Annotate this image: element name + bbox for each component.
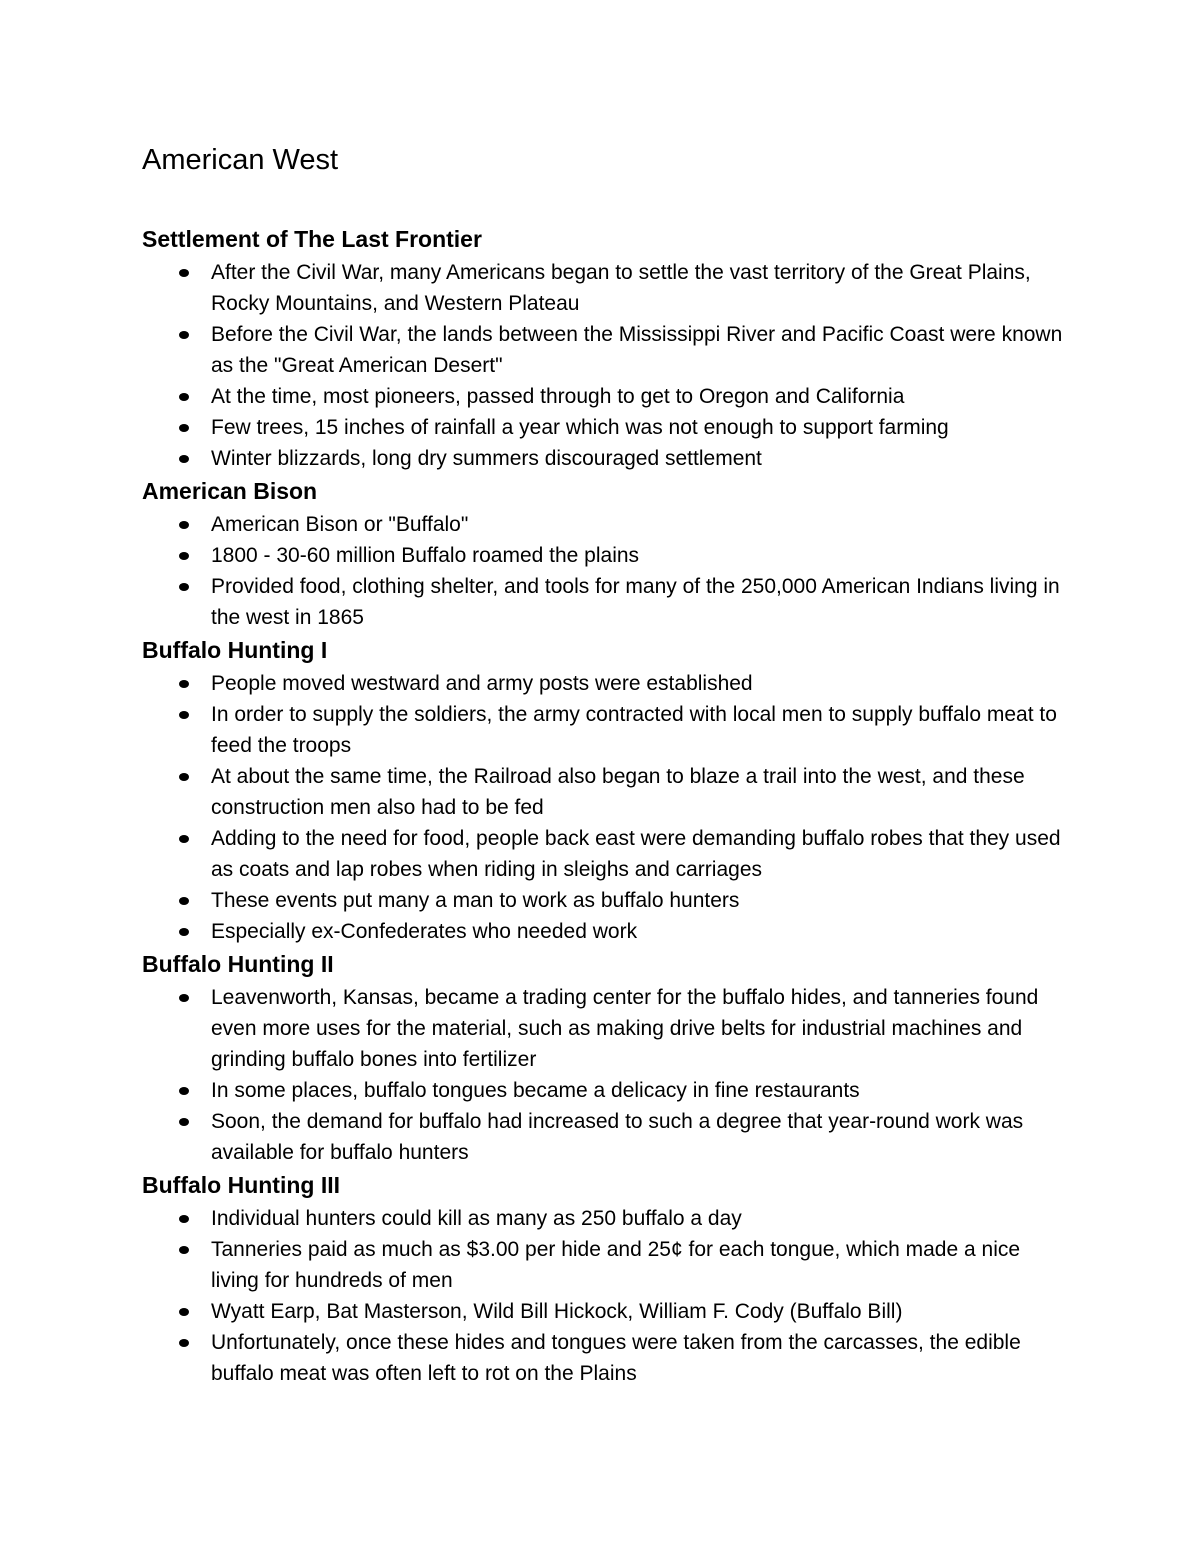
document-title: American West <box>142 144 339 176</box>
bullet-icon <box>179 1215 189 1223</box>
bullet-icon <box>179 1087 189 1095</box>
list-item-text: Soon, the demand for buffalo had increased to such a degree that year-round work was available for buffalo hunters <box>211 1110 1024 1164</box>
list-item-text: Individual hunters could kill as many as 250 buffalo a day <box>211 1207 742 1230</box>
bullet-icon <box>179 1308 189 1316</box>
list-item <box>142 1106 1072 1168</box>
bullet-icon <box>179 835 189 843</box>
list-item <box>142 412 1072 443</box>
bullet-icon <box>179 331 189 339</box>
list-item-text: Leavenworth, Kansas, became a trading center for the buffalo hides, and tanneries found even more uses for the material, such as making drive belts for industrial machines and grinding buffalo bones into fertilizer <box>211 986 1039 1071</box>
list-item <box>142 1234 1072 1296</box>
bullet-icon <box>179 1118 189 1126</box>
list-item-text: Tanneries paid as much as $3.00 per hide and 25¢ for each tongue, which made a nice living for hundreds of men <box>211 1238 1021 1292</box>
bullet-icon <box>179 393 189 401</box>
bullet-icon <box>179 928 189 936</box>
list-item-text: Provided food, clothing shelter, and tools for many of the 250,000 American Indians living in the west in 1865 <box>211 575 1060 629</box>
list-item-text: American Bison or "Buffalo" <box>211 513 469 536</box>
bullet-icon <box>179 773 189 781</box>
document-page <box>142 140 1072 1391</box>
section-heading: Buffalo Hunting III <box>142 1172 341 1198</box>
bullet-icon <box>179 424 189 432</box>
section-american-bison <box>142 476 1072 633</box>
list-item-text: Unfortunately, once these hides and tongues were taken from the carcasses, the edible buffalo meat was often left to rot on the Plains <box>211 1331 1021 1385</box>
bullet-list <box>142 668 1072 947</box>
list-item <box>142 443 1072 474</box>
bullet-list <box>142 509 1072 633</box>
bullet-icon <box>179 994 189 1002</box>
list-item <box>142 1327 1072 1389</box>
list-item <box>142 1203 1072 1234</box>
bullet-icon <box>179 583 189 591</box>
list-item-text: After the Civil War, many Americans began to settle the vast territory of the Great Plains, Rocky Mountains, and Western Plateau <box>211 261 1031 315</box>
bullet-icon <box>179 680 189 688</box>
list-item <box>142 982 1072 1075</box>
list-item <box>142 668 1072 699</box>
list-item <box>142 1075 1072 1106</box>
list-item <box>142 761 1072 823</box>
list-item-text: In order to supply the soldiers, the army contracted with local men to supply buffalo meat to feed the troops <box>211 703 1057 757</box>
list-item <box>142 571 1072 633</box>
list-item <box>142 509 1072 540</box>
list-item-text: Especially ex-Confederates who needed work <box>211 920 638 943</box>
list-item <box>142 885 1072 916</box>
list-item-text: People moved westward and army posts were established <box>211 672 753 695</box>
list-item <box>142 823 1072 885</box>
section-settlement <box>142 224 1072 474</box>
bullet-icon <box>179 711 189 719</box>
list-item <box>142 699 1072 761</box>
section-buffalo-hunting-2 <box>142 949 1072 1168</box>
list-item-text: These events put many a man to work as buffalo hunters <box>211 889 740 912</box>
section-heading: Buffalo Hunting II <box>142 951 334 977</box>
section-buffalo-hunting-3 <box>142 1170 1072 1389</box>
list-item <box>142 257 1072 319</box>
list-item-text: Before the Civil War, the lands between the Mississippi River and Pacific Coast were known as the "Great American Desert" <box>211 323 1063 377</box>
list-item <box>142 1296 1072 1327</box>
bullet-icon <box>179 897 189 905</box>
list-item <box>142 319 1072 381</box>
list-item <box>142 381 1072 412</box>
list-item-text: Few trees, 15 inches of rainfall a year which was not enough to support farming <box>211 416 949 439</box>
bullet-icon <box>179 455 189 463</box>
section-heading: American Bison <box>142 478 318 504</box>
bullet-icon <box>179 521 189 529</box>
list-item-text: Adding to the need for food, people back east were demanding buffalo robes that they used as coats and lap robes when riding in sleighs and carriages <box>211 827 1061 881</box>
bullet-list <box>142 982 1072 1168</box>
list-item-text: Wyatt Earp, Bat Masterson, Wild Bill Hickock, William F. Cody (Buffalo Bill) <box>211 1300 903 1323</box>
list-item-text: At the time, most pioneers, passed through to get to Oregon and California <box>211 385 905 408</box>
section-heading: Settlement of The Last Frontier <box>142 226 482 252</box>
list-item-text: In some places, buffalo tongues became a delicacy in fine restaurants <box>211 1079 860 1102</box>
list-item-text: 1800 - 30-60 million Buffalo roamed the plains <box>211 544 640 567</box>
bullet-icon <box>179 1339 189 1347</box>
bullet-icon <box>179 269 189 277</box>
bullet-list <box>142 1203 1072 1389</box>
list-item <box>142 916 1072 947</box>
list-item-text: Winter blizzards, long dry summers discouraged settlement <box>211 447 762 470</box>
bullet-icon <box>179 552 189 560</box>
list-item-text: At about the same time, the Railroad also began to blaze a trail into the west, and these construction men also had to be fed <box>211 765 1025 819</box>
bullet-list <box>142 257 1072 474</box>
section-buffalo-hunting-1 <box>142 635 1072 947</box>
list-item <box>142 540 1072 571</box>
bullet-icon <box>179 1246 189 1254</box>
section-heading: Buffalo Hunting I <box>142 637 328 663</box>
